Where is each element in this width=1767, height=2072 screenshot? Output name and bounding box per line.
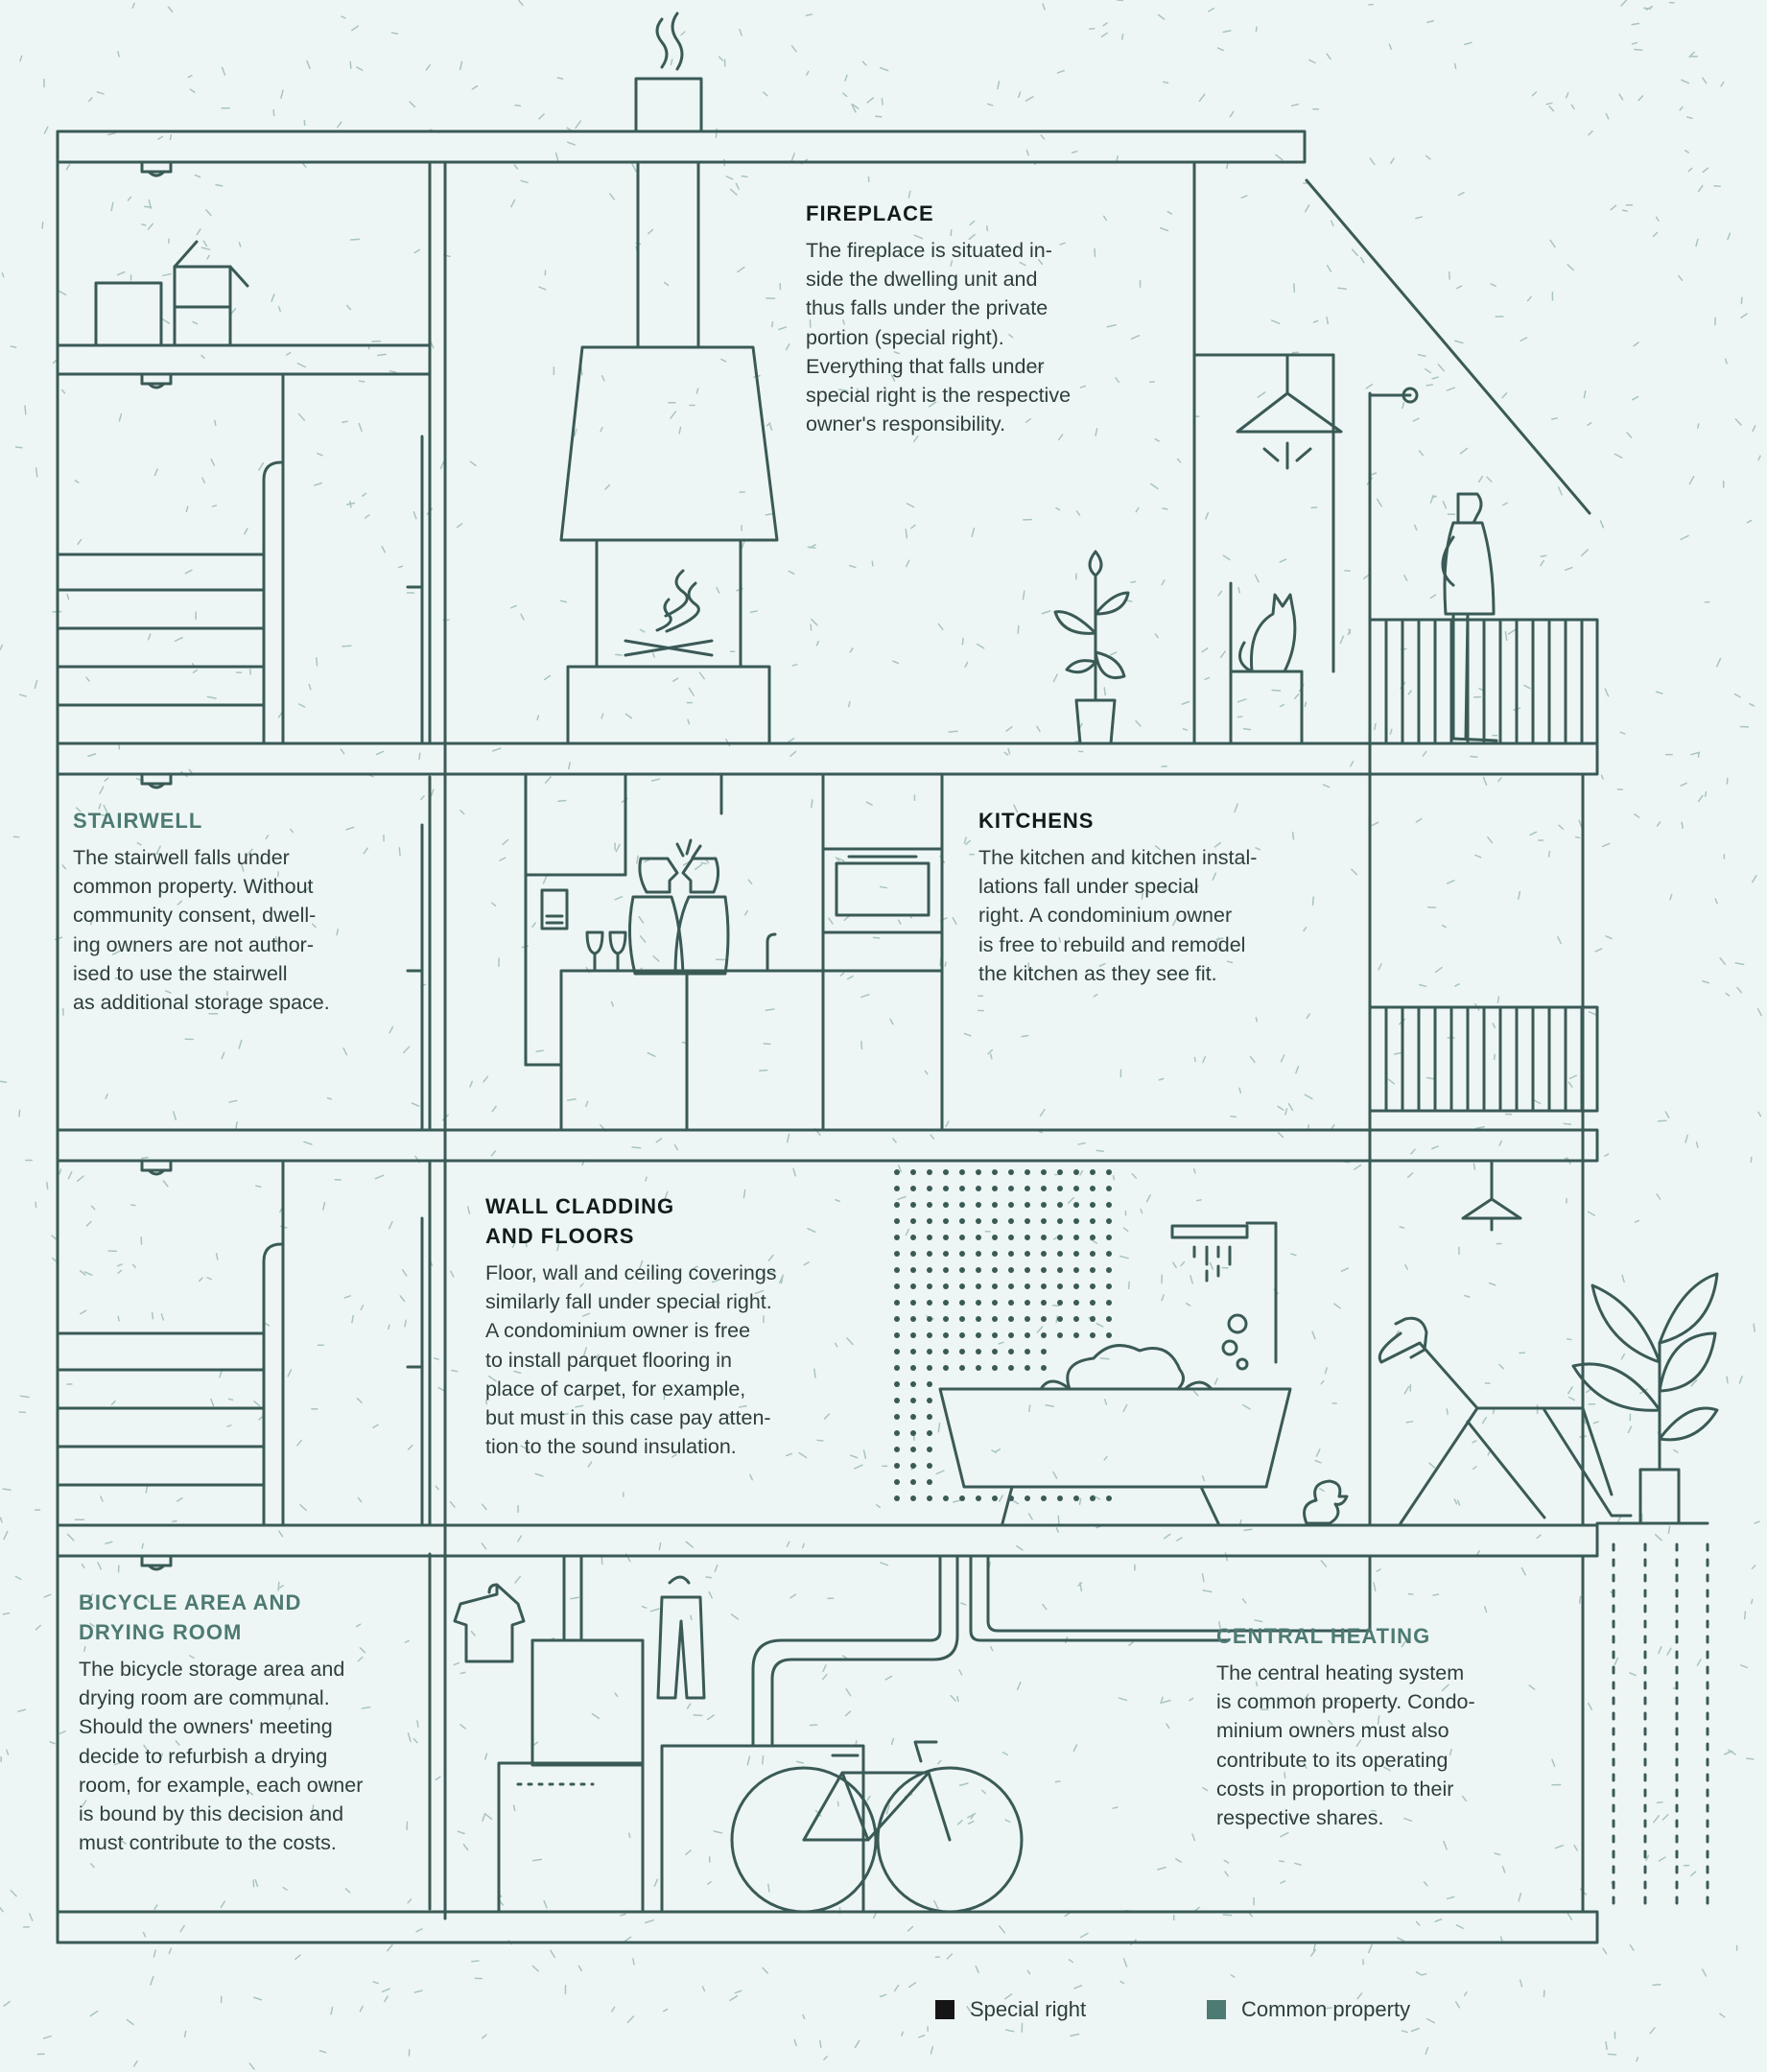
fireplace-label <box>806 199 1151 438</box>
plant-icon <box>1055 552 1128 743</box>
bathroom-tile-dots <box>894 1169 1112 1501</box>
special-right-swatch <box>935 2000 954 2019</box>
heating-body: The central heating system is common property. Condo- minium owners must also contribute to its operating costs in proportion to their respective shares. <box>1216 1661 1475 1830</box>
floor-slab-0 <box>58 1525 1597 1556</box>
kitchens-title: KITCHENS <box>978 809 1095 833</box>
plant-large-icon <box>1573 1274 1717 1523</box>
cat-icon <box>1231 583 1302 743</box>
legend-common-property <box>1207 1997 1410 2022</box>
chimney <box>636 79 701 131</box>
radiator-icon <box>1370 1007 1597 1111</box>
bicycle-label <box>79 1588 443 1857</box>
pendant-lamp-icon <box>1237 355 1341 468</box>
kitchen-cabinets <box>526 774 942 1130</box>
loft-shelf <box>58 345 430 374</box>
person-reclining-icon <box>1379 1318 1631 1523</box>
bicycle-body: The bicycle storage area and drying room are communal. Should the owners' meeting decide to refurbish a drying room, for example, each owner is bound by this decision and must contribute to the costs. <box>79 1658 364 1855</box>
heating-label <box>1216 1621 1571 1832</box>
heating-title: CENTRAL HEATING <box>1216 1624 1431 1648</box>
chimney-smoke-icon <box>657 13 682 69</box>
stairwell-body: The stairwell falls under common property. Without community consent, dwell- ing owners are not author- ised to use the stairwell as additional storage space. <box>73 846 330 1015</box>
shower-icon <box>1172 1223 1276 1369</box>
stairs-icon <box>58 374 283 743</box>
fireplace-icon <box>561 162 777 743</box>
pendant-lamp-lower <box>1463 1161 1520 1230</box>
boiler-icon <box>499 1640 643 1912</box>
wall-cladding-body: Floor, wall and ceiling coverings similarly fall under special right. A condominium owner is free to install parquet flooring in place of carpet, for example, but must in this case pay atten- tion to the sound insulation. <box>485 1261 777 1459</box>
rubber-duck-icon <box>1305 1481 1347 1523</box>
wall-cladding-label <box>485 1191 869 1461</box>
shirt-icon <box>455 1585 524 1661</box>
roof-slope <box>1307 180 1590 513</box>
legend-special-right <box>935 1997 1086 2022</box>
picture-frame <box>542 890 567 929</box>
common-property-swatch <box>1207 2000 1226 2019</box>
stairs-lower <box>58 1161 283 1525</box>
floor-slab-1 <box>58 1130 1597 1161</box>
kitchens-body: The kitchen and kitchen instal- lations fall under special right. A condominium owner is free to rebuild and remodel the kitchen as they see fit. <box>978 846 1258 985</box>
stairwell-title: STAIRWELL <box>73 809 203 833</box>
oven-icon <box>836 857 929 915</box>
trousers-icon <box>658 1577 704 1698</box>
fireplace-body: The fireplace is situated in- side the dwelling unit and thus falls under the private portion (special right). Everything that falls under special right is the respective owner's responsibility. <box>806 239 1072 436</box>
floor-slab-2 <box>58 743 1597 774</box>
kitchens-label <box>978 806 1362 988</box>
legend-special-right-text: Special right <box>970 1997 1087 2021</box>
balcony-railing-icon <box>1370 620 1597 743</box>
legend-common-property-text: Common property <box>1241 1997 1411 2021</box>
wall-cladding-title: WALL CLADDING AND FLOORS <box>485 1194 675 1248</box>
stairwell-label <box>73 806 418 1017</box>
couple-icon <box>629 840 728 974</box>
storage-cabinet <box>662 1746 863 1912</box>
boxes-icon <box>96 242 247 345</box>
wine-glasses-icon <box>587 932 625 971</box>
bicycle-icon <box>732 1742 1022 1912</box>
ground-slab <box>58 1912 1597 1942</box>
soil-texture <box>1614 1544 1708 1909</box>
fireplace-title: FIREPLACE <box>806 201 934 225</box>
bicycle-title: BICYCLE AREA AND DRYING ROOM <box>79 1590 302 1644</box>
kitchen-sink <box>731 934 808 971</box>
